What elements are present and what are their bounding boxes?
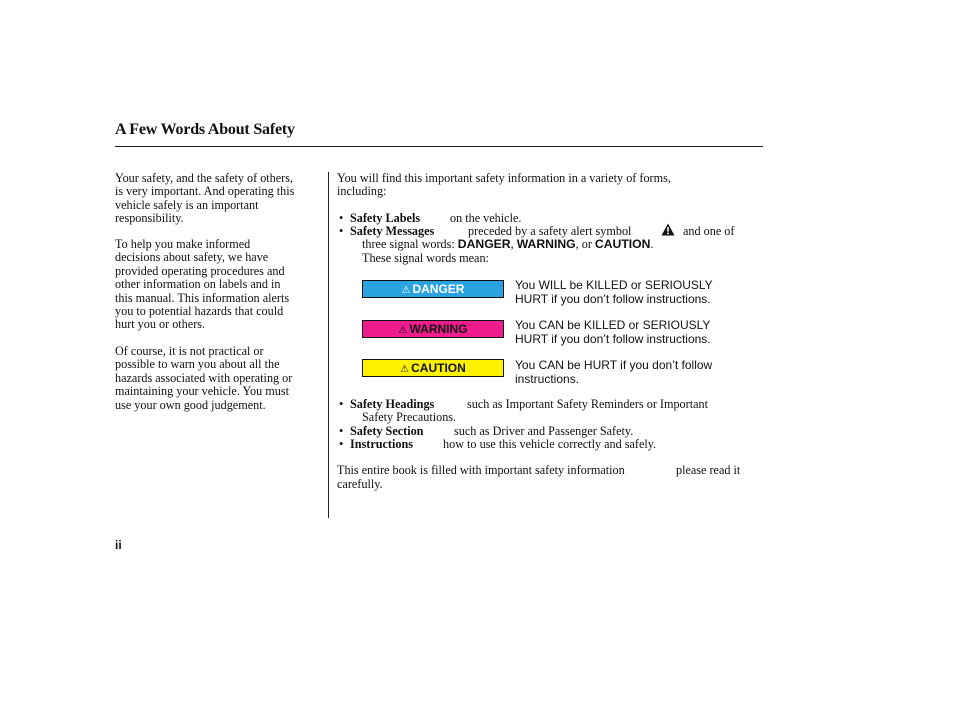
bullet-text: such as Important Safety Reminders or Important	[467, 397, 708, 411]
closing-text: This entire book is filled with important safety information	[337, 463, 625, 477]
bullet-label: Safety Headings	[350, 397, 435, 411]
bullet: •	[339, 224, 344, 238]
text-line: other information on labels and in	[115, 277, 281, 292]
danger-label-text: DANGER	[412, 282, 465, 296]
period: .	[650, 237, 654, 251]
bullet-text-after-icon: and one of	[683, 224, 735, 238]
separator: , or	[575, 237, 595, 251]
page-number: ii	[115, 538, 122, 552]
left-paragraph-2	[115, 238, 289, 332]
signal-words-mean: These signal words mean:	[362, 251, 489, 265]
text-line: Of course, it is not practical or	[115, 344, 264, 358]
closing-line-2: carefully.	[337, 477, 383, 491]
closing-paragraph	[337, 463, 741, 477]
signal-word-warning: WARNING	[516, 237, 576, 251]
bullet-label: Instructions	[350, 437, 413, 451]
text-line: you to potential hazards that could	[115, 304, 284, 319]
text-line: HURT if you don’t follow instructions.	[515, 292, 711, 306]
text-line: decisions about safety, we have	[115, 250, 269, 265]
text-line: use your own good judgement.	[115, 397, 266, 412]
warning-label-text: WARNING	[409, 322, 468, 336]
page-title: A Few Words About Safety	[115, 121, 295, 138]
bullet-label: Safety Messages	[350, 224, 435, 238]
text-line: You WILL be KILLED or SERIOUSLY	[515, 278, 713, 292]
closing-text: please read it	[676, 463, 741, 477]
text-line: hazards associated with operating or	[115, 370, 293, 385]
text-line: instructions.	[515, 372, 580, 386]
text-part: three signal words:	[362, 237, 458, 251]
text-line: To help you make informed	[115, 237, 251, 251]
caution-description	[515, 358, 712, 386]
bullet-label: Safety Section	[350, 424, 424, 438]
bullet-label: Safety Labels	[350, 211, 421, 225]
signal-word-caution: CAUTION	[594, 237, 651, 251]
signal-words-line	[362, 238, 654, 251]
warning-description	[515, 318, 711, 346]
safety-alert-icon	[661, 223, 675, 236]
bullet: •	[339, 437, 344, 451]
bullet: •	[339, 211, 344, 225]
bullet-text: such as Driver and Passenger Safety.	[454, 424, 634, 438]
left-paragraph-3	[115, 345, 292, 412]
text-line: maintaining your vehicle. You must	[115, 384, 289, 399]
danger-label-box	[362, 280, 504, 298]
caution-label-box	[362, 359, 504, 377]
bullet-text: how to use this vehicle correctly and safely.	[443, 437, 657, 451]
bullet-text: preceded by a safety alert symbol	[468, 224, 632, 238]
text-line: You CAN be HURT if you don’t follow	[515, 358, 713, 372]
text-line: responsibility.	[115, 211, 184, 226]
left-paragraph-1	[115, 172, 294, 226]
column-divider	[328, 172, 329, 518]
warning-triangle-icon: ⚠	[401, 285, 411, 296]
text-line: Your safety, and the safety of others,	[115, 171, 294, 185]
caution-label-text: CAUTION	[411, 361, 466, 375]
text-line: HURT if you don’t follow instructions.	[515, 332, 711, 346]
bullet-text: on the vehicle.	[450, 211, 522, 225]
bullet: •	[339, 397, 344, 411]
warning-triangle-icon: ⚠	[398, 325, 408, 336]
text-line: including:	[337, 184, 387, 199]
bullet-continuation: Safety Precautions.	[362, 410, 457, 424]
text-line: is very important. And operating this	[115, 184, 295, 199]
text-line: You CAN be KILLED or SERIOUSLY	[515, 318, 711, 332]
warning-triangle-icon: ⚠	[400, 364, 410, 375]
text-line: hurt you or others.	[115, 317, 206, 332]
danger-description	[515, 278, 713, 306]
signal-word-danger: DANGER	[457, 237, 511, 251]
text-line: You will find this important safety information in a variety of forms,	[337, 171, 671, 185]
bullet: •	[339, 424, 344, 438]
intro-paragraph	[337, 172, 671, 199]
text-line: provided operating procedures and	[115, 263, 285, 278]
text-line: possible to warn you about all the	[115, 357, 280, 372]
warning-label-box	[362, 320, 504, 338]
separator: ,	[510, 237, 517, 251]
text-line: vehicle safely is an important	[115, 197, 259, 212]
title-rule	[115, 146, 763, 147]
text-line: this manual. This information alerts	[115, 290, 290, 305]
